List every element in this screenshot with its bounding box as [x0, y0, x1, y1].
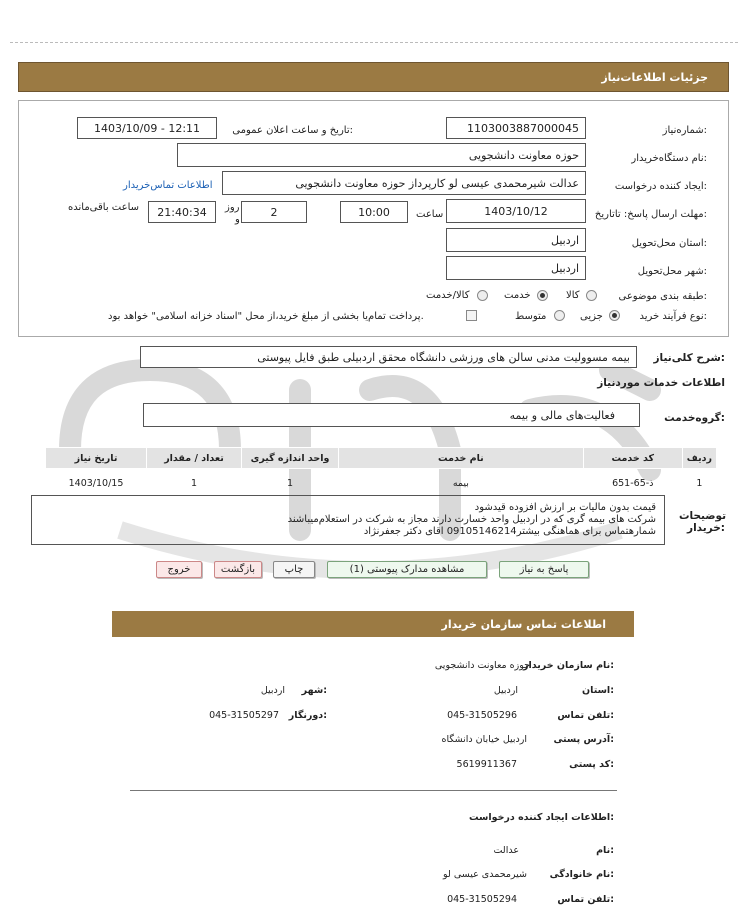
buyer-notes-box — [31, 495, 665, 545]
process-radio-partial[interactable] — [609, 310, 620, 321]
col-row: ردیف — [682, 448, 716, 469]
category-radio-goods[interactable] — [586, 290, 597, 301]
category-option-service: خدمت — [504, 290, 531, 301]
contact-postal-label: کد پستی: — [569, 759, 614, 770]
buyer-note-line: شرکت های بیمه گری که در اردبیل واحد خسارت دارند مجاز به شرکت در استعلام‌میباشند — [287, 514, 656, 525]
province-label: استان محل‌تحویل: — [631, 238, 707, 249]
requester-label: ایجاد کننده درخواست: — [614, 181, 707, 192]
contact-postal: 5619911367 — [456, 759, 517, 770]
cell-unit: 1 — [286, 477, 294, 489]
process-option-medium: متوسط — [515, 311, 547, 322]
need-number-field: 1103003887000045 — [446, 117, 586, 139]
creator-title: اطلاعات ایجاد کننده درخواست: — [468, 812, 614, 823]
cell-row: 1 — [696, 477, 703, 489]
contact-address: اردبیل خیابان دانشگاه — [441, 734, 527, 745]
exit-button[interactable]: خروج — [156, 561, 202, 578]
table-header-row — [46, 448, 717, 469]
col-service-code: کد خدمت — [583, 448, 682, 469]
category-option-goods: کالا — [566, 290, 580, 301]
cell-need-date: 1403/10/15 — [68, 477, 124, 489]
cell-quantity: 1 — [190, 477, 198, 489]
process-label: نوع فرآیند خرید: — [639, 311, 707, 322]
deadline-label: مهلت ارسال پاسخ: تاتاریخ: — [594, 209, 707, 220]
remaining-label: ساعت باقی‌مانده — [68, 202, 140, 213]
creator-name: عدالت — [493, 845, 519, 856]
province-field: اردبیل — [446, 228, 586, 252]
contact-city: اردبیل — [260, 685, 285, 696]
col-need-date: تاریخ نیاز — [46, 448, 147, 469]
announce-label: تاریخ و ساعت اعلان عمومی: — [232, 125, 353, 136]
creator-family-label: نام خانوادگی: — [549, 869, 614, 880]
contact-fax: 045-31505297 — [209, 710, 279, 721]
col-quantity: تعداد / مقدار — [147, 448, 242, 469]
cell-service-code: ذ-65-651 — [612, 477, 654, 489]
remaining-time-field: 21:40:34 — [148, 201, 216, 223]
keywords-field: بیمه مسوولیت مدنی سالن های ورزشی دانشگاه محقق اردبیلی طبق فایل پیوستی — [140, 346, 637, 368]
col-service-name: نام خدمت — [339, 448, 584, 469]
category-option-goods-service: کالا/خدمت — [426, 290, 470, 301]
treasury-checkbox[interactable] — [466, 310, 477, 321]
buyer-notes-label: توضیحات خریدار: — [679, 510, 727, 534]
days-field: 2 — [241, 201, 307, 223]
services-title: اطلاعات خدمات موردنیاز — [597, 377, 725, 389]
deadline-time-field: 10:00 — [340, 201, 408, 223]
announce-field: 1403/10/09 - 12:11 — [77, 117, 217, 139]
buyer-note-line: شمارهتماس برای هماهنگی بیشتر09105146214 اقای دکتر جعفرنژاد — [363, 526, 656, 537]
creator-name-label: نام: — [596, 845, 614, 856]
creator-family: شیرمحمدی عیسی لو — [443, 869, 527, 880]
need-number-label: شماره‌نیاز: — [662, 125, 707, 136]
details-header — [18, 62, 729, 92]
process-option-partial: جزیی — [580, 311, 603, 322]
payment-note: پرداخت تمام‌یا بخشی از مبلغ خرید،از محل "اسناد خزانه اسلامی" خواهد بود. — [108, 311, 424, 322]
buyer-note-line: قیمت بدون مالیات بر ارزش افزوده قیدشود — [474, 502, 656, 513]
contact-org: حوزه معاونت دانشجویی — [434, 660, 530, 671]
city-label: شهر محل‌تحویل: — [637, 266, 707, 277]
contact-province: اردبیل — [493, 685, 518, 696]
category-radio-service[interactable] — [537, 290, 548, 301]
contact-divider — [130, 790, 617, 791]
creator-phone: 045-31505294 — [447, 894, 517, 905]
details-title: جزئیات اطلاعات‌نیاز — [601, 71, 708, 84]
contact-city-label: شهر: — [301, 685, 327, 696]
contact-province-label: استان: — [582, 685, 614, 696]
buyer-contact-link[interactable]: اطلاعات تماس‌خریدار — [123, 180, 213, 191]
process-radio-medium[interactable] — [554, 310, 565, 321]
contact-phone-label: تلفن تماس: — [557, 710, 614, 721]
time-label: ساعت — [416, 209, 444, 220]
back-button[interactable]: بازگشت — [214, 561, 262, 578]
cell-service-name: بیمه — [452, 477, 469, 489]
buyer-org-label: نام دستگاه‌خریدار: — [631, 153, 707, 164]
buyer-org-field: حوزه معاونت دانشجویی — [177, 143, 586, 167]
contact-phone: 045-31505296 — [447, 710, 517, 721]
deadline-date-field: 1403/10/12 — [446, 199, 586, 223]
contact-fax-label: دورنگار: — [288, 710, 327, 721]
service-group-label: گروه‌خدمت: — [664, 412, 725, 424]
contact-address-label: آدرس پستی: — [553, 734, 614, 745]
city-field: اردبیل — [446, 256, 586, 280]
col-unit: واحد اندازه گیری — [242, 448, 339, 469]
category-label: طبقه بندی موضوعی: — [618, 291, 707, 302]
print-button[interactable]: چاپ — [273, 561, 315, 578]
creator-phone-label: تلفن تماس: — [557, 894, 614, 905]
contact-org-label: نام سازمان خریدار: — [523, 660, 614, 671]
and-label: و — [235, 214, 240, 225]
keywords-label: شرح کلی‌نیاز: — [653, 352, 725, 364]
contact-header — [112, 611, 634, 637]
reply-button[interactable]: پاسخ به نیاز — [499, 561, 589, 578]
view-attachments-button[interactable]: مشاهده مدارک پیوستی (1) — [327, 561, 487, 578]
category-radio-goods-service[interactable] — [477, 290, 488, 301]
contact-title: اطلاعات تماس سازمان خریدار — [441, 618, 606, 631]
days-label: روز — [225, 202, 240, 213]
services-table — [45, 447, 717, 497]
requester-field: عدالت شیرمحمدی عیسی لو کارپرداز حوزه معاونت دانشجویی — [222, 171, 586, 195]
top-divider — [10, 42, 738, 43]
service-group-field: فعالیت‌های مالی و بیمه — [143, 403, 640, 427]
table-row — [46, 469, 717, 498]
